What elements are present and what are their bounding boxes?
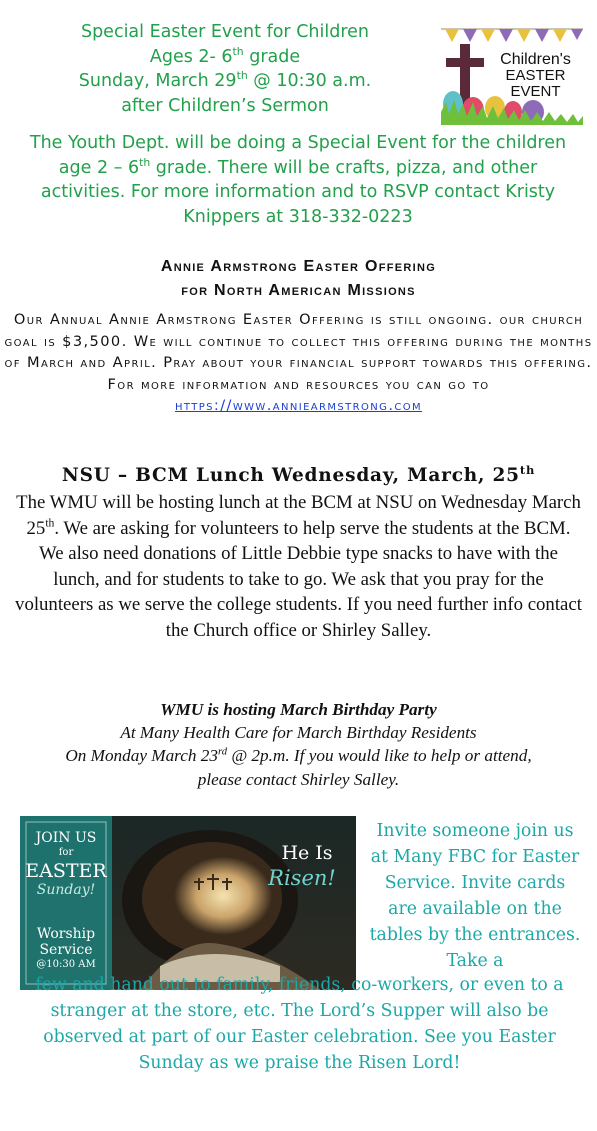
childrens-event-description: The Youth Dept. will be doing a Special Event for the children age 2 – 6th grade. There will be crafts, pizza, and other activities. For more information and to RSVP contact Kristy Knippers at 318-332-0223	[29, 133, 567, 227]
wmu-birthday-title: WMU is hosting March Birthday Party	[160, 700, 437, 719]
logo-line-easter: EASTER	[505, 67, 566, 84]
wmu-birthday-contact: please contact Shirley Salley.	[197, 769, 400, 789]
nsu-bcm-lunch-section	[0, 462, 597, 643]
easter-invite-text-right: Invite someone join us at Many FBC for Easter Service. Invite cards are available on the tables by the entrances. Take a	[369, 821, 581, 972]
childrens-easter-event-section	[0, 0, 597, 250]
poster-easter: EASTER	[25, 860, 107, 882]
easter-invite-text-bottom: few and hand out to family, friends, co-workers, or even to a stranger at the store, etc. The Lord’s Supper will also be observed at part of our Easter celebration. See you Easter Sunday as we praise the Risen Lord!	[35, 975, 564, 1074]
poster-join-us: JOIN US	[35, 830, 97, 846]
event-ages: Ages 2- 6th grade	[149, 44, 301, 67]
nsu-bcm-lunch-body: The WMU will be hosting lunch at the BCM at NSU on Wednesday March 25th. We are asking for volunteers to help serve the students at the BCM. We also need donations of Little Debbie type snacks to have with the lunch, and for students to take to go. We ask that you pray for the volunteers as we serve the college students. If you need further info contact the Church office or Shirley Salley.	[15, 492, 582, 641]
annie-armstrong-section	[0, 255, 597, 417]
logo-line-childrens: Children's	[500, 51, 571, 68]
poster-risen: Risen!	[268, 866, 336, 890]
annie-armstrong-title-line2: for North American Missions	[181, 282, 416, 299]
poster-time: @10:30 AM	[36, 959, 96, 970]
childrens-easter-event-logo	[441, 26, 583, 125]
childrens-event-heading	[40, 20, 410, 118]
event-title: Special Easter Event for Children	[80, 22, 370, 42]
easter-service-poster	[20, 816, 356, 990]
poster-sunday: Sunday!	[36, 882, 96, 898]
logo-line-event: EVENT	[510, 83, 561, 100]
wmu-birthday-location: At Many Health Care for March Birthday Residents	[120, 723, 477, 743]
wmu-birthday-date: On Monday March 23rd @ 2p.m. If you would like to help or attend,	[65, 746, 532, 766]
poster-for: for	[58, 847, 74, 858]
event-date: Sunday, March 29th @ 10:30 a.m.	[78, 69, 372, 91]
nsu-bcm-lunch-title: NSU – BCM Lunch Wednesday, March, 25th	[61, 462, 536, 486]
poster-he-is: He Is	[281, 842, 333, 864]
wmu-birthday-section	[0, 698, 597, 791]
poster-worship: Worship	[36, 926, 96, 942]
annie-armstrong-link[interactable]: https://www.anniearmstrong.com	[174, 397, 423, 414]
event-timing: after Children’s Sermon	[121, 95, 329, 116]
poster-service: Service	[39, 942, 93, 958]
annie-armstrong-body: Our Annual Annie Armstrong Easter Offering is still ongoing. our church goal is $3,500. We will continue to collect this offering during the months of March and April. Pray about your financial support towards this offering. For more information and resources you can go to https://www.anniearmstrong.com	[4, 311, 593, 414]
annie-armstrong-title-line1: Annie Armstrong Easter Offering	[160, 258, 437, 275]
annie-armstrong-title	[0, 255, 597, 303]
